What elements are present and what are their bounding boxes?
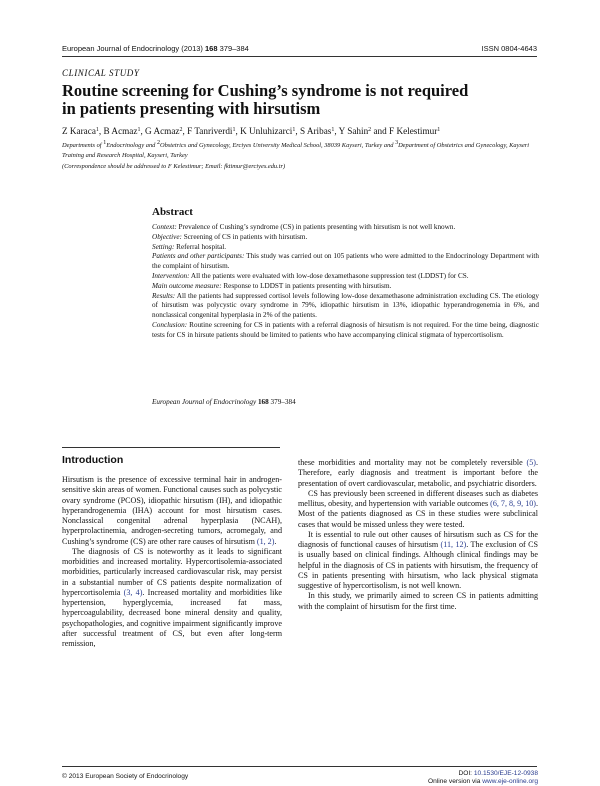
- author-affiliation-mark: 1: [95, 127, 99, 133]
- title-line-2: in patients presenting with hirsutism: [62, 99, 321, 118]
- reference-link[interactable]: (5): [526, 458, 536, 467]
- abstract-label: Results:: [152, 291, 176, 300]
- abstract-item: [152, 223, 539, 233]
- abstract-item: [152, 233, 539, 243]
- paragraph: [62, 547, 282, 650]
- header-rule: [62, 56, 537, 57]
- author-list: Z Karaca$^1$, B Acmaz$^1$, G Acmaz$^2$, F Tanriverdi$^1$, K Unluhizarci$^1$, S Aribas$^1$, Y Sahin$^2$ and F Kelestimur$^1$: [62, 126, 441, 136]
- author-name: Z Karaca: [62, 126, 96, 136]
- author-name: F Tanriverdi: [187, 126, 233, 136]
- article-title: [62, 82, 542, 118]
- author: [62, 126, 99, 136]
- footer-links: [428, 770, 538, 786]
- paragraph-text: . Increased mortality and morbidities like hypertension, hyperglycemia, increased fat mass, hypercoagulability, decreased bone mineral density and quality, psychopathologies, and cognitive impairment significantly improve after successful treatment of CS, but even after long-term remission,: [62, 587, 282, 648]
- author-affiliation-mark: 2: [368, 127, 372, 133]
- title-line-1: Routine screening for Cushing’s syndrome is not required: [62, 81, 469, 100]
- abstract-label: Conclusion:: [152, 320, 188, 329]
- paragraph-text: these morbidities and mortality may not be completely reversible: [298, 458, 527, 467]
- author-affiliation-mark: 1: [437, 127, 441, 133]
- abstract-text: Referral hospital.: [174, 242, 227, 251]
- author-name: K Unluhizarci: [240, 126, 293, 136]
- abstract-item: [152, 292, 539, 321]
- paragraph-text: .: [274, 536, 277, 546]
- doi-line: DOI: 10.1530/EJE-12-0938: [458, 770, 538, 777]
- author-name: G Acmaz: [145, 126, 180, 136]
- abstract-text: Screening of CS in patients with hirsutism.: [181, 232, 308, 241]
- abstract-text: This study was carried out on 105 patients who were admitted to the Endocrinology Department with the complaint of hirsutism.: [152, 252, 539, 271]
- footer-copyright: © 2013 European Society of Endocrinology: [62, 773, 189, 780]
- abstract-text: All the patients had suppressed cortisol levels following low-dose dexamethasone administration excluding CS. The etiology of hirsutism was polycystic ovary syndrome in 79%, idiopathic hirsutism in 13%, idiopathic hyperandrogenemia in 6%, and nonclassical congenital hyperplasia in 2% of the patients.: [152, 291, 539, 320]
- author: [104, 126, 141, 136]
- abstract-label: Context:: [152, 223, 177, 231]
- paragraph-text: In this study, we primarily aimed to screen CS in patients admitting with the complaint of hirsutism for the first time.: [298, 591, 538, 611]
- paragraph-text: The diagnosis of CS is noteworthy as it leads to significant morbidities and increased mortality. Hypercortisolemia-associated morbidities, particularly increased cardiovascular risk, may persist in a substantial number of CS patients despite normalization of hypercortisolemia: [62, 546, 282, 597]
- affiliations: Departments of $^1$Endocrinology and $^2$Obstetrics and Gynecology, Erciyes University Medical School, 38039 Kayseri, Turkey and $^3$Department of Obstetrics and Gynecology, Kayseri Training and Research Hospital, Kayseri, Turkey: [62, 140, 530, 159]
- paragraph-text: . Most of the patients diagnosed as CS in these studies were subclinical cases that would be missed unless they were tested.: [298, 499, 539, 529]
- author: [240, 126, 295, 136]
- issn: ISSN 0804-4643: [481, 44, 537, 53]
- paragraph-text: It is essential to rule out other causes of hirsutism such as CS for the diagnosis of functional causes of hirsutism: [298, 529, 538, 549]
- author-affiliation-mark: 1: [331, 127, 335, 133]
- author-affiliation-mark: 1: [232, 127, 236, 133]
- abstract-item: [152, 272, 539, 282]
- intro-rule: [62, 447, 280, 448]
- paragraph: [298, 458, 538, 489]
- paragraph: [298, 591, 538, 612]
- online-line: Online version via www.eje-online.org: [428, 778, 538, 785]
- author-affiliation-mark: 1: [137, 127, 141, 133]
- reference-link[interactable]: (1, 2): [256, 536, 275, 546]
- author-affiliation-mark: 2: [179, 127, 183, 133]
- author: [389, 126, 440, 136]
- author-name: Y Sahin: [338, 126, 369, 136]
- abstract-text: Prevalence of Cushing’s syndrome (CS) in patients presenting with hirsutism is not well known.: [176, 223, 456, 231]
- abstract-label: Objective:: [152, 232, 182, 241]
- reference-link[interactable]: (11, 12): [440, 540, 467, 549]
- abstract-text: Routine screening for CS in patients with a referral diagnosis of hirsutism is not required. For the time being, diagnostic tests for CS in hirsute patients should be limited to patients who have accompanying clinical stigmata of hypercortisolism.: [152, 320, 539, 339]
- author: [145, 126, 182, 136]
- author-name: B Acmaz: [103, 126, 138, 136]
- abstract-label: Setting:: [152, 242, 175, 251]
- abstract-heading: Abstract: [152, 206, 193, 218]
- correspondence: (Correspondence should be addressed to F Kelestimur; Email: fktimur@erciyes.edu.tr): [62, 163, 286, 170]
- author-name: S Aribas: [299, 126, 332, 136]
- author-affiliation-mark: 1: [292, 127, 296, 133]
- author: [339, 126, 372, 136]
- abstract-label: Main outcome measure:: [152, 281, 222, 290]
- paragraph-text: Hirsutism is the presence of excessive terminal hair in androgen-sensitive skin areas of women. Functional causes such as polycystic ovary syndrome (PCOS), idiopathic hirsutism (IH), and idiopathic hyperandrogenemia (IHA) account for most hirsutism cases. Nonclassical congenital adrenal hyperplasia (NCAH), hyperprolactinemia, androgen-secreting tumors, acromegaly, and Cushing’s syndrome (CS) are other rare causes of hirsutism: [62, 475, 282, 546]
- intro-left-column: [62, 475, 282, 649]
- abstract-body: [152, 223, 539, 341]
- abstract-citation: European Journal of Endocrinology 168 379–384: [152, 398, 296, 406]
- abstract-item: [152, 243, 539, 253]
- doi-link[interactable]: 10.1530/EJE-12-0938: [473, 770, 538, 777]
- author-name: F Kelestimur: [389, 126, 438, 136]
- abstract-text: All the patients were evaluated with low-dose dexamethasone suppression test (LDDST) for CS.: [189, 271, 469, 280]
- footer-rule: [62, 766, 537, 767]
- reference-link[interactable]: (6, 7, 8, 9, 10): [490, 499, 536, 508]
- journal-header: [62, 44, 537, 53]
- section-label: CLINICAL STUDY: [62, 68, 140, 78]
- paragraph: [62, 475, 282, 547]
- abstract-item: [152, 282, 539, 292]
- intro-right-column: [298, 458, 538, 612]
- author: [300, 126, 334, 136]
- introduction-heading: Introduction: [62, 454, 124, 466]
- abstract-label: Patients and other participants:: [152, 252, 245, 261]
- paragraph-text: . Therefore, early diagnosis and treatment is important before the presentation of overt cardiovascular, metabolic, and psychiatric disorders.: [298, 458, 538, 488]
- journal-citation: European Journal of Endocrinology (2013) 168 379–384: [62, 44, 249, 53]
- journal-website-link[interactable]: www.eje-online.org: [482, 778, 538, 785]
- paragraph: [298, 489, 538, 530]
- paragraph: [298, 530, 538, 592]
- paragraph-text: . The exclusion of CS is usually based on clinical findings. Although clinical findings may be helpful in the diagnosis of CS in patients with hirsutism, the frequency of CS in patients presenting with hirsutism, who lack physical stigmata suggestive of hypercortisolism, is not well known.: [298, 540, 538, 590]
- paragraph-text: CS has previously been screened in different diseases such as diabetes mellitus, obesity, and hypertension with variable outcomes: [298, 488, 538, 508]
- reference-link[interactable]: (3, 4): [123, 587, 143, 597]
- abstract-item: [152, 321, 539, 341]
- abstract-item: [152, 252, 539, 272]
- abstract-text: Response to LDDST in patients presenting with hirsutism.: [221, 281, 392, 290]
- author: [187, 126, 235, 136]
- abstract-label: Intervention:: [152, 271, 190, 280]
